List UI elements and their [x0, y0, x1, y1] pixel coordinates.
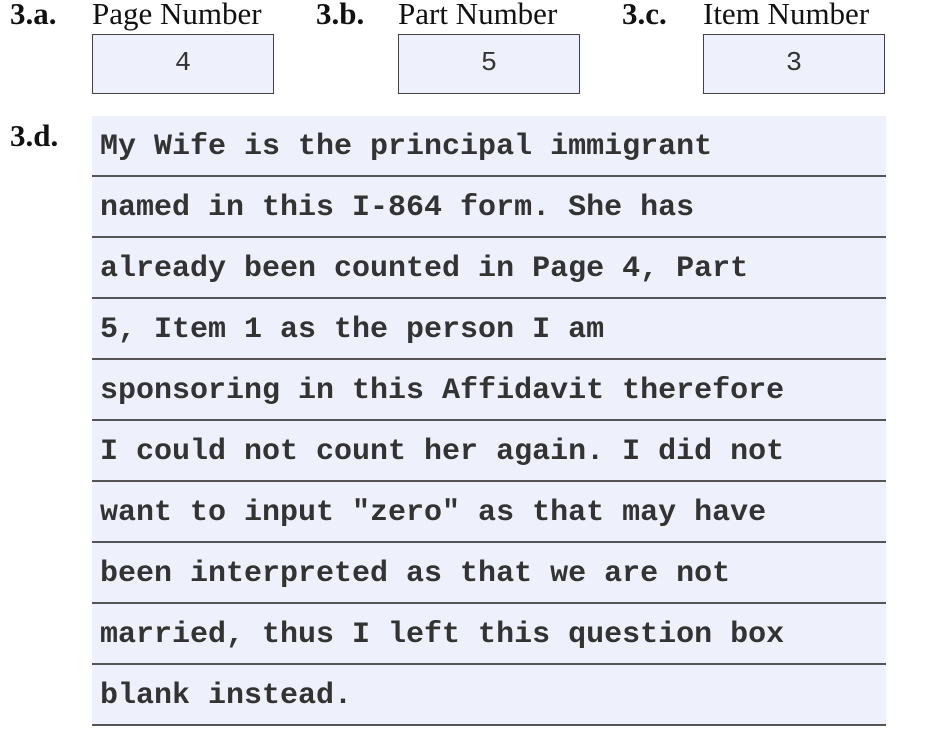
explanation-line: want to input "zero" as that may have — [92, 482, 886, 543]
part-number-label: Part Number — [398, 0, 558, 31]
explanation-textarea[interactable] — [92, 116, 886, 726]
part-number-field-id: 3.b. — [316, 0, 365, 31]
explanation-line: already been counted in Page 4, Part — [92, 238, 886, 299]
explanation-line: named in this I-864 form. She has — [92, 177, 886, 238]
explanation-line: married, thus I left this question box — [92, 604, 886, 665]
part-number-input[interactable]: 5 — [398, 34, 580, 94]
explanation-line: My Wife is the principal immigrant — [92, 116, 886, 177]
explanation-line: I could not count her again. I did not — [92, 421, 886, 482]
page-number-label: Page Number — [92, 0, 262, 31]
explanation-line: 5, Item 1 as the person I am — [92, 299, 886, 360]
explanation-line: been interpreted as that we are not — [92, 543, 886, 604]
page-number-field-id: 3.a. — [10, 0, 57, 31]
explanation-line: blank instead. — [92, 665, 886, 726]
item-number-field-id: 3.c. — [622, 0, 667, 31]
item-number-label: Item Number — [703, 0, 870, 31]
explanation-line: sponsoring in this Affidavit therefore — [92, 360, 886, 421]
page-number-input[interactable]: 4 — [92, 34, 274, 94]
item-number-input[interactable]: 3 — [703, 34, 885, 94]
explanation-field-id: 3.d. — [10, 118, 59, 153]
